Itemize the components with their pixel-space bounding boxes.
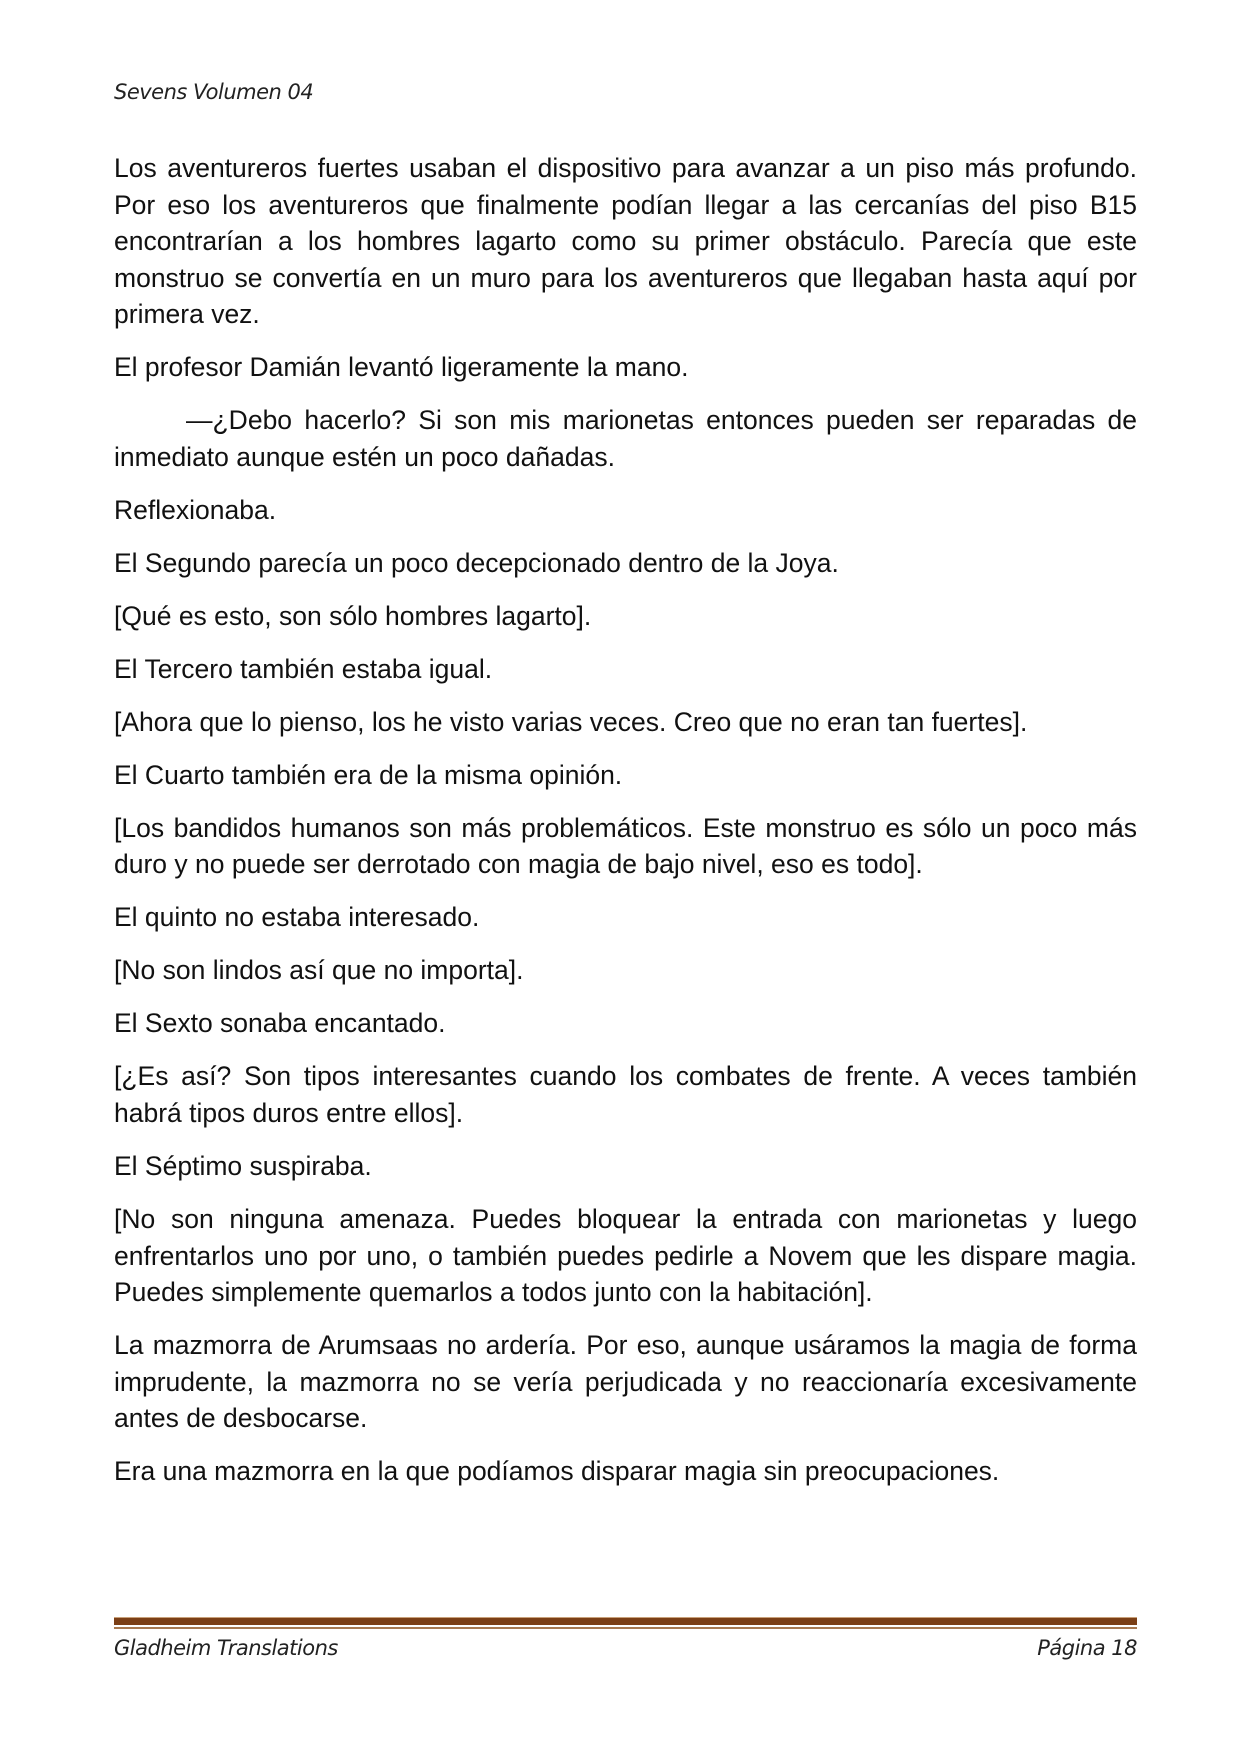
- footer-rule-thick: [114, 1617, 1137, 1625]
- paragraph: [No son lindos así que no importa].: [114, 955, 524, 986]
- paragraph: [No son ninguna amenaza. Puedes bloquear la entrada con marionetas y luego enfrentarlos uno por uno, o también puedes pedirle a Novem que les dispare magia. Puedes simplemente quemarlos a todos junto con la habitación].: [114, 1203, 1137, 1308]
- dialogue-paragraph: —¿Debo hacerlo? Si son mis marionetas entonces pueden ser reparadas de inmediato aunque estén un poco dañadas.: [114, 405, 1137, 472]
- paragraph: [Los bandidos humanos son más problemáticos. Este monstruo es sólo un poco más duro y no puede ser derrotado con magia de bajo nivel, eso es todo].: [114, 812, 1137, 880]
- paragraph: [Ahora que lo pienso, los he visto varias veces. Creo que no eran tan fuertes].: [114, 706, 1028, 737]
- page-number: Página 18: [1037, 1636, 1137, 1660]
- running-header: Sevens Volumen 04: [114, 80, 314, 104]
- paragraph: Era una mazmorra en la que podíamos disparar magia sin preocupaciones.: [114, 1456, 1000, 1487]
- paragraph: El Sexto sonaba encantado.: [114, 1008, 446, 1039]
- footer-rule: [114, 1617, 1137, 1629]
- footer-rule-thin: [114, 1627, 1137, 1629]
- paragraph: El quinto no estaba interesado.: [114, 902, 480, 933]
- paragraph: [Qué es esto, son sólo hombres lagarto].: [114, 600, 592, 631]
- paragraph: Los aventureros fuertes usaban el dispositivo para avanzar a un piso más profundo. Por eso los aventureros que finalmente podían llegar a las cercanías del piso B15 encontrarían a los hombres lagarto como su primer obstáculo. Parecía que este monstruo se convertía en un muro para los aventureros que llegaban hasta aquí por primera vez.: [114, 153, 1137, 330]
- paragraph: El profesor Damián levantó ligeramente la mano.: [114, 352, 689, 383]
- footer-publisher: Gladheim Translations: [114, 1636, 338, 1660]
- page-footer: [114, 1636, 1137, 1660]
- paragraph: [¿Es así? Son tipos interesantes cuando los combates de frente. A veces también habrá tipos duros entre ellos].: [114, 1061, 1137, 1128]
- paragraph: El Tercero también estaba igual.: [114, 653, 493, 684]
- paragraph: El Segundo parecía un poco decepcionado dentro de la Joya.: [114, 547, 839, 578]
- paragraph: El Séptimo suspiraba.: [114, 1150, 372, 1181]
- paragraph: La mazmorra de Arumsaas no ardería. Por eso, aunque usáramos la magia de forma imprudente, la mazmorra no se vería perjudicada y no reaccionaría excesivamente antes de desbocarse.: [114, 1330, 1137, 1434]
- page-body: [114, 150, 1137, 1506]
- paragraph: Reflexionaba.: [114, 494, 277, 525]
- paragraph: El Cuarto también era de la misma opinión.: [114, 759, 623, 790]
